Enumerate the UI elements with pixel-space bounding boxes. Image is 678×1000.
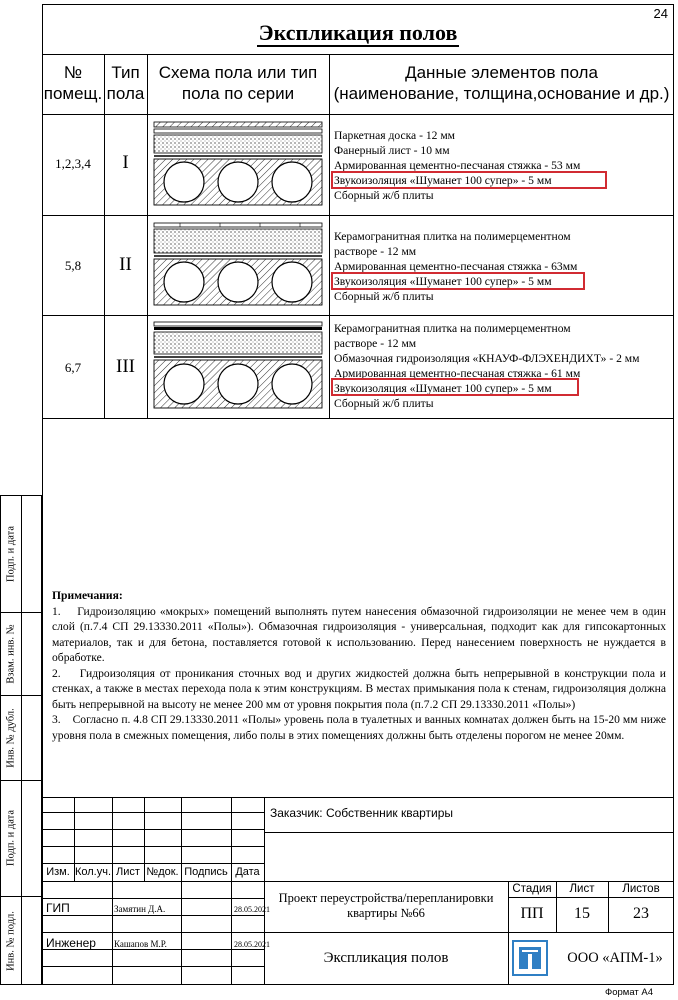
side-stamp-label: Подп. и дата xyxy=(5,809,16,867)
col-label: Подпись xyxy=(184,866,228,878)
layer-item: Армированная цементно-песчаная стяжка - 53 мм xyxy=(334,159,581,172)
customer: Заказчик: Собственник квартиры xyxy=(270,806,454,820)
layer-item: Сборный ж/б плиты xyxy=(334,397,434,410)
col-divider xyxy=(329,54,330,418)
col-label: Лист xyxy=(116,866,140,878)
layer-list xyxy=(334,321,639,411)
notes-title: Примечания: xyxy=(52,589,123,602)
sheets-value: 23 xyxy=(633,905,649,922)
header-scheme: Схема пола или тип пола по серии xyxy=(158,63,318,103)
stamp-line xyxy=(42,966,264,967)
sign-date: 28.05.2021 xyxy=(234,905,270,914)
layer-item: Звукоизоляция «Шуманет 100 супер» - 5 мм xyxy=(334,174,552,187)
stage-value: ПП xyxy=(520,905,544,922)
stage-label: Стадия xyxy=(512,883,552,895)
doc-title: Экспликация полов xyxy=(323,950,449,966)
title-block-top xyxy=(42,797,674,798)
floor-type: I xyxy=(122,152,129,173)
highlight-box xyxy=(331,272,585,290)
layer-item: Паркетная доска - 12 мм xyxy=(334,129,456,142)
layer-item: Сборный ж/б плиты xyxy=(334,290,434,303)
stamp-line xyxy=(42,915,264,916)
sheet-value: 15 xyxy=(574,905,590,922)
layer-item: растворе - 12 мм xyxy=(334,337,417,350)
note-item: 2. Гидроизоляция от проникания сточных вод и других жидкостей должна быть непрерывной в конструкции пола и стенках, а также в местах перехода пола к этим конструкциям. В местах примыкания пола к стенам, гидроизоляция должна быть непрерывной на высоту не менее 200 мм от уровня покрытия пола (п.7.2 СП 29.13330.2011 «Полы») xyxy=(52,666,666,711)
layer-item: Армированная цементно-песчаная стяжка - 61 мм xyxy=(334,367,581,380)
notes-block xyxy=(52,588,666,743)
layer-item: Сборный ж/б плиты xyxy=(334,189,434,202)
stamp-line xyxy=(112,797,113,985)
layer-list xyxy=(334,229,577,304)
person-name: Кашапов М.Р. xyxy=(114,939,167,949)
room-numbers: 6,7 xyxy=(64,360,82,375)
stamp-line xyxy=(42,881,674,882)
stamp-line xyxy=(42,863,264,864)
header-room-no: № помещ. xyxy=(43,63,103,103)
side-stamp-label: Подп. и дата xyxy=(5,525,16,582)
header-data: Данные элементов пола (наименование, толщина,основание и др.) xyxy=(333,63,670,103)
side-stamp-label: Инв. № подл. xyxy=(5,910,16,971)
side-stamp-divider xyxy=(21,495,22,985)
layer-item: Звукоизоляция «Шуманет 100 супер» - 5 мм xyxy=(334,382,552,395)
role-label: ГИП xyxy=(46,901,70,915)
floor-type: II xyxy=(119,254,132,275)
company-logo-icon xyxy=(512,940,548,976)
stamp-line xyxy=(231,797,232,985)
stamp-line xyxy=(42,846,264,847)
stamp-line xyxy=(42,829,264,830)
floor-scheme-type-3 xyxy=(150,319,326,415)
col-label: Изм. xyxy=(46,866,70,878)
sheet-label: Лист xyxy=(569,883,595,895)
table-bottom-line xyxy=(42,418,674,419)
format-label: Формат А4 xyxy=(605,987,654,998)
stamp-line xyxy=(42,932,674,933)
company-name: ООО «АПМ-1» xyxy=(567,950,663,966)
layer-item: Звукоизоляция «Шуманет 100 супер» - 5 мм xyxy=(334,275,552,288)
row-divider xyxy=(42,215,674,216)
layer-item: Армированная цементно-песчаная стяжка - 63мм xyxy=(334,260,578,273)
page-number: 24 xyxy=(653,6,668,21)
stamp-line xyxy=(181,797,182,985)
layer-item: Керамогранитная плитка на полимерцементном xyxy=(334,322,571,335)
layer-item: растворе - 12 мм xyxy=(334,245,417,258)
col-label: Кол.уч. xyxy=(74,866,112,878)
room-numbers: 5,8 xyxy=(64,258,82,273)
table-top-line xyxy=(42,54,674,55)
person-name: Замятин Д.А. xyxy=(114,904,166,914)
highlight-box xyxy=(331,171,607,189)
stamp-line xyxy=(264,832,674,833)
sheets-label: Листов xyxy=(622,883,660,895)
sign-date: 28.05.2021 xyxy=(234,940,270,949)
header-type: Тип пола xyxy=(106,63,145,103)
layer-item: Керамогранитная плитка на полимерцементном xyxy=(334,230,571,243)
floor-scheme-type-1 xyxy=(150,118,326,212)
page-title: Экспликация полов xyxy=(258,20,458,45)
project-name: Проект переустройства/перепланировки квартиры №66 xyxy=(278,891,494,920)
layer-item: Обмазочная гидроизоляция «КНАУФ-ФЛЭХЕНДИХТ» - 2 мм xyxy=(334,352,640,365)
col-label: №док. xyxy=(146,866,179,878)
col-label: Дата xyxy=(235,866,260,878)
side-stamp-label: Взам. инв. № xyxy=(5,623,16,684)
highlight-box xyxy=(331,378,579,396)
stamp-line xyxy=(508,897,674,898)
stamp-line xyxy=(42,898,264,899)
side-stamp-label: Инв. № дубл. xyxy=(5,707,16,768)
row-divider xyxy=(42,315,674,316)
layer-list xyxy=(334,128,580,203)
table-header-line xyxy=(42,114,674,115)
note-item: 1. Гидроизоляцию «мокрых» помещений выполнять путем нанесения обмазочной гидроизоляции не менее чем в один слой (п.7.4 СП 29.13330.2011 «Полы»). Обмазочная гидроизоляция - универсальная, подходит как для гипсокартонных материалов, так и для бетона, поставляется готовой к использованию. Перед нанесением поверхность не нуждается в обработке. xyxy=(52,604,666,664)
layer-item: Фанерный лист - 10 мм xyxy=(334,144,450,157)
note-item: 3. Согласно п. 4.8 СП 29.13330.2011 «Полы» уровень пола в туалетных и ванных комнатах должен быть на 15-20 мм ниже уровня пола в смежных помещения, либо полы в этих помещениях должны быть отделены порогом не менее 20мм. xyxy=(52,713,666,742)
floor-scheme-type-2 xyxy=(150,219,326,313)
floor-type: III xyxy=(116,356,135,377)
stamp-line xyxy=(42,812,264,813)
role-label: Инженер xyxy=(46,936,96,950)
col-divider xyxy=(147,54,148,418)
room-numbers: 1,2,3,4 xyxy=(55,156,91,171)
